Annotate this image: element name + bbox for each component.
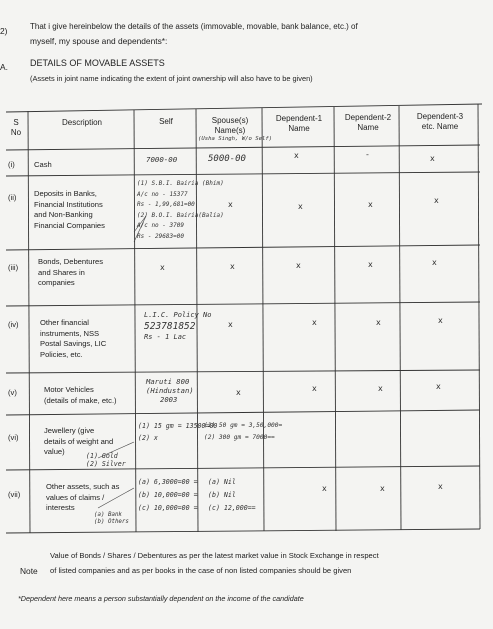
intro-marker: 2) [0, 26, 8, 36]
row-4-description [40, 318, 106, 360]
row-3-desc-line-3: companies [38, 278, 75, 287]
row-7-desc-line-2: values of claims / [46, 492, 105, 502]
header-dep3-line-1: Dependent-3 [416, 112, 464, 121]
row-2-description [34, 189, 105, 231]
row-4-desc-line-4: Policies, etc. [40, 349, 83, 359]
row-7-desc-line-1: Other assets, such as [46, 482, 120, 491]
row-7-self-line-1: (a) 6,3000=00 = [138, 478, 198, 486]
header-dependent-2 [336, 113, 400, 133]
note-label: Note [20, 566, 38, 576]
intro-line-2: myself, my spouse and dependents*: [30, 36, 168, 46]
row-2-self-line-2: A/c no - 15377 [137, 190, 188, 198]
row-4-self-line-3: Rs - 1 Lac [144, 333, 187, 341]
row-7-number: (vii) [8, 490, 21, 499]
row-6-self-line-1: (1) 15 gm = 13500=00 [138, 422, 218, 430]
row-7-description [46, 482, 119, 514]
row-6-desc-hand-1: (1) Gold [86, 452, 118, 460]
note-line-1: Value of Bonds / Shares / Debentures as per the latest market value in Stock Exchange in respect [50, 551, 379, 560]
row-7-desc-hand-1: (a) Bank [94, 512, 122, 518]
section-marker: A. [0, 62, 8, 72]
intro-line-1: That i give hereinbelow the details of the assets (immovable, movable, bank balance, etc.) of [30, 22, 358, 31]
row-2-desc-line-3: and Non-Banking [34, 210, 93, 219]
header-dependent-1 [264, 114, 334, 134]
row-5-self-line-1: Maruti 800 [146, 377, 190, 386]
row-3-dep2: x [368, 260, 373, 269]
row-2-spouse: x [228, 200, 233, 209]
row-2-self-line-6: Rs - 29683=00 [137, 232, 184, 240]
row-1-number: (i) [8, 160, 15, 169]
row-4-desc-line-1: Other financial [40, 318, 89, 327]
section-title: DETAILS OF MOVABLE ASSETS [30, 58, 165, 68]
row-3-dep3: x [432, 258, 437, 267]
row-7-desc-hand-2: (b) Others [94, 519, 129, 525]
row-2-dep3: x [434, 196, 439, 205]
row-7-desc-line-3: interests [46, 503, 75, 512]
row-6-self-line-2: (2) x [138, 434, 158, 442]
row-4-spouse: x [228, 320, 233, 329]
row-2-number: (ii) [8, 193, 17, 202]
row-2-self [137, 179, 224, 242]
header-dep1-line-1: Dependent-1 [275, 114, 323, 123]
header-dep1-line-2: Name [288, 124, 310, 133]
row-1-dep1: x [294, 151, 299, 160]
row-2-dep2: x [368, 200, 373, 209]
row-2-desc-line-4: Financial Companies [34, 220, 105, 230]
row-5-number: (v) [8, 388, 17, 397]
header-dep2-line-1: Dependent-2 [344, 113, 392, 122]
row-3-desc-line-2: and Shares in [38, 267, 85, 277]
row-6-desc-line-3: value) [44, 447, 65, 456]
row-7-spouse-line-2: (b) Nil [208, 491, 236, 499]
row-1-dep3: x [430, 154, 435, 163]
row-5-self-line-3: 2003 [160, 395, 178, 404]
row-2-desc-line-2: Financial Institutions [34, 199, 103, 209]
row-6-desc-handwritten [86, 452, 126, 468]
footnote: *Dependent here means a person substantially dependent on the income of the candidate [18, 594, 304, 603]
row-5-spouse: x [236, 388, 241, 397]
row-4-desc-line-3: Postal Savings, LIC [40, 339, 107, 348]
header-dependent-3 [401, 112, 479, 132]
row-6-number: (vi) [8, 433, 19, 442]
row-4-dep3: x [438, 316, 443, 325]
row-3-desc-line-1: Bonds, Debentures [38, 257, 104, 266]
header-spouse [198, 116, 273, 144]
header-sno-line-2: No [10, 128, 22, 137]
row-5-dep3: x [436, 382, 441, 391]
row-7-self-line-3: (c) 10,000=00 = [138, 504, 198, 512]
row-2-self-line-3: Rs - 1,99,681=00 [137, 201, 195, 208]
row-7-spouse-line-3: (c) 12,000== [208, 504, 256, 512]
row-7-dep1: x [322, 484, 327, 493]
row-5-description [44, 385, 117, 406]
row-2-self-line-5: A/c no - 3709 [137, 222, 184, 229]
row-6-spouse-line-1: (1) 50 gm = 3,50,000= [204, 422, 283, 429]
header-sno-line-1: S [13, 118, 19, 127]
row-3-number: (iii) [8, 263, 19, 272]
row-7-spouse [208, 476, 256, 515]
header-spouse-line-1: Spouse(s) [211, 116, 249, 125]
row-4-dep2: x [376, 318, 381, 327]
row-1-description: Cash [34, 160, 52, 169]
row-7-self [138, 476, 198, 515]
row-6-desc-hand-2: (2) Silver [86, 460, 126, 468]
note-line-2: of listed companies and as per books in the case of non listed companies should be given [50, 566, 352, 575]
header-sno [4, 118, 28, 138]
header-self: Self [159, 117, 173, 126]
row-7-spouse-line-1: (a) Nil [208, 478, 236, 486]
header-dep2-line-2: Name [357, 123, 379, 132]
row-4-number: (iv) [8, 320, 19, 329]
row-2-self-line-1: (1) S.B.I. Bairia (Bhim) [137, 180, 224, 187]
row-1-self: 7000-00 [146, 155, 178, 164]
row-2-self-line-4: (2) B.O.I. Bairia(Balia) [137, 211, 224, 219]
row-7-dep2: x [380, 484, 385, 493]
row-1-spouse: 5000-00 [208, 154, 246, 164]
row-6-desc-line-2: details of weight and [44, 436, 114, 446]
row-7-self-line-2: (b) 10,000=00 = [138, 491, 198, 499]
row-5-desc-line-1: Motor Vehicles [44, 385, 94, 394]
row-4-self-line-2: 523781852 [144, 321, 196, 332]
row-5-dep2: x [378, 384, 383, 393]
row-5-dep1: x [312, 384, 317, 393]
row-3-dep1: x [296, 261, 301, 270]
row-2-dep1: x [298, 202, 303, 211]
header-dep3-line-2: etc. Name [421, 122, 459, 131]
row-5-desc-line-2: (details of make, etc.) [44, 395, 117, 405]
row-7-dep3: x [438, 482, 443, 491]
header-spouse-note: (Usha Singh, W/o Self) [198, 136, 273, 142]
row-4-desc-line-2: instruments, NSS [40, 328, 100, 338]
section-subtitle: (Assets in joint name indicating the extent of joint ownership will also have to be given) [30, 74, 313, 83]
row-4-dep1: x [312, 318, 317, 327]
header-spouse-line-2: Name(s) [214, 126, 246, 135]
row-1-dep2: - [366, 150, 369, 159]
row-5-self [146, 377, 194, 404]
row-6-spouse-line-2: (2) 300 gm = 7000== [204, 434, 275, 441]
row-4-self [144, 310, 211, 343]
header-description: Description [61, 118, 102, 127]
row-7-desc-handwritten [94, 512, 129, 526]
row-3-spouse: x [230, 262, 235, 271]
row-6-spouse [204, 420, 282, 444]
row-4-self-line-1: L.I.C. Policy No [144, 311, 212, 319]
row-3-self: x [160, 263, 165, 272]
row-5-self-line-2: (Hindustan) [146, 386, 194, 395]
row-3-description [38, 257, 103, 289]
row-6-desc-line-1: Jewellery (give [44, 426, 95, 435]
row-2-desc-line-1: Deposits in Banks, [34, 189, 97, 198]
